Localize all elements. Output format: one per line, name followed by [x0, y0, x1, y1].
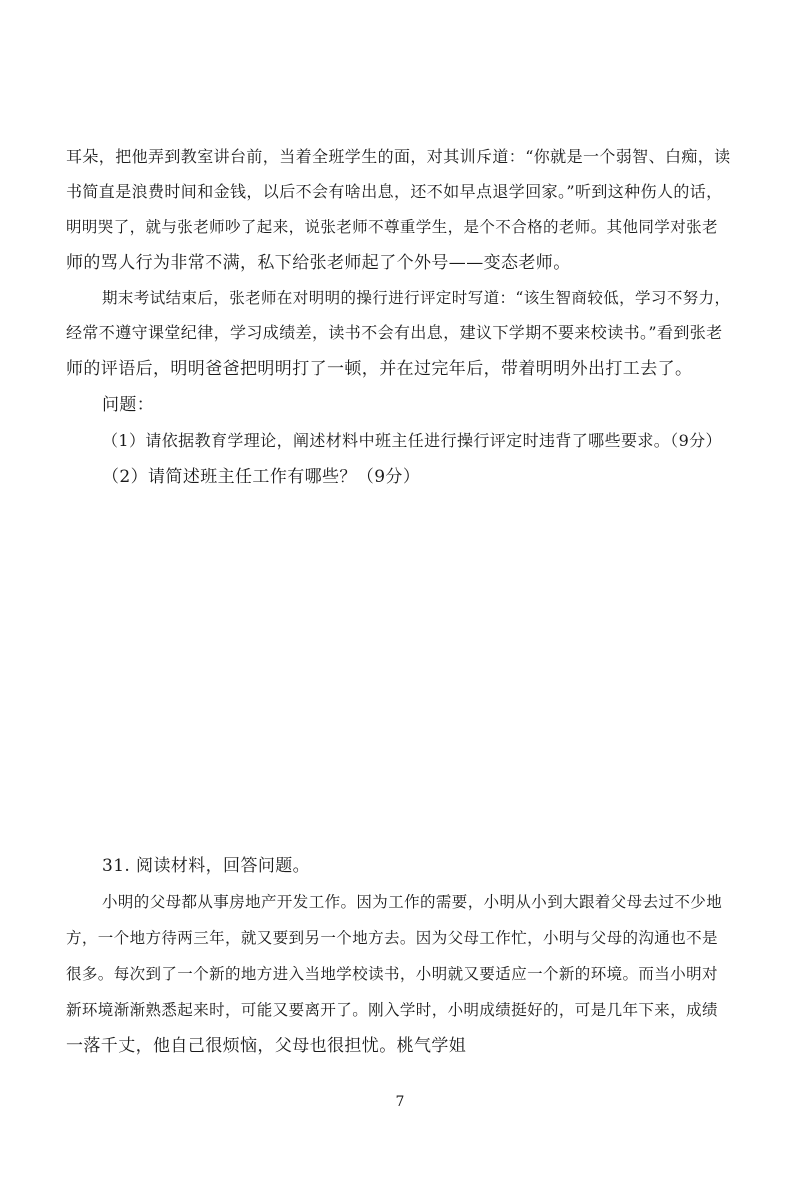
item-31-line-1: 小明的父母都从事房地产开发工作。因为工作的需要，小明从小到大跟着父母去过不少地 — [102, 893, 723, 911]
paragraph2-line-1: 期末考试结束后，张老师在对明明的操行进行评定时写道：“该生智商较低，学习不努力， — [102, 289, 731, 307]
item-31-title: 31. 阅读材料，回答问题。 — [102, 856, 311, 876]
paragraph2-line-2: 经常不遵守课堂纪律，学习成绩差，读书不会有出息，建议下学期不要来校读书。”看到张老 — [66, 323, 723, 342]
paragraph1-line-1: 耳朵，把他弄到教室讲台前，当着全班学生的面，对其训斥道：“你就是一个弱智、白痴，读 — [66, 147, 731, 166]
questions-label: 问题： — [102, 395, 155, 415]
question-1: （1）请依据教育学理论，阐述材料中班主任进行操行评定时违背了哪些要求。（9分） — [102, 431, 722, 450]
item-31-line-3: 很多。每次到了一个新的地方进入当地学校读书，小明就又要适应一个新的环境。而当小明对 — [66, 965, 718, 983]
paragraph2-line-3: 师的评语后，明明爸爸把明明打了一顿，并在过完年后，带着明明外出打工去了。 — [66, 359, 693, 379]
paragraph1-line-2: 书简直是浪费时间和金钱，以后不会有啥出息，还不如早点退学回家。”听到这种伤人的话， — [66, 182, 723, 201]
page-number: 7 — [395, 1094, 405, 1110]
paragraph1-line-3: 明明哭了，就与张老师吵了起来，说张老师不尊重学生，是个不合格的老师。其他同学对张老 — [66, 218, 718, 236]
item-31-line-2: 方，一个地方待两三年，就又要到另一个地方去。因为父母工作忙，小明与父母的沟通也不是 — [66, 929, 718, 947]
item-31-line-4: 新环境渐渐熟悉起来时，可能又要离开了。刚入学时，小明成绩挺好的，可是几年下来，成绩 — [66, 1001, 718, 1019]
paragraph1-line-4: 师的骂人行为非常不满，私下给张老师起了个外号——变态老师。 — [66, 253, 571, 273]
item-31-line-5: 一落千丈，他自己很烦恼，父母也很担忧。桃气学姐 — [66, 1036, 467, 1056]
question-2: （2）请简述班主任工作有哪些？（9分） — [102, 467, 421, 487]
